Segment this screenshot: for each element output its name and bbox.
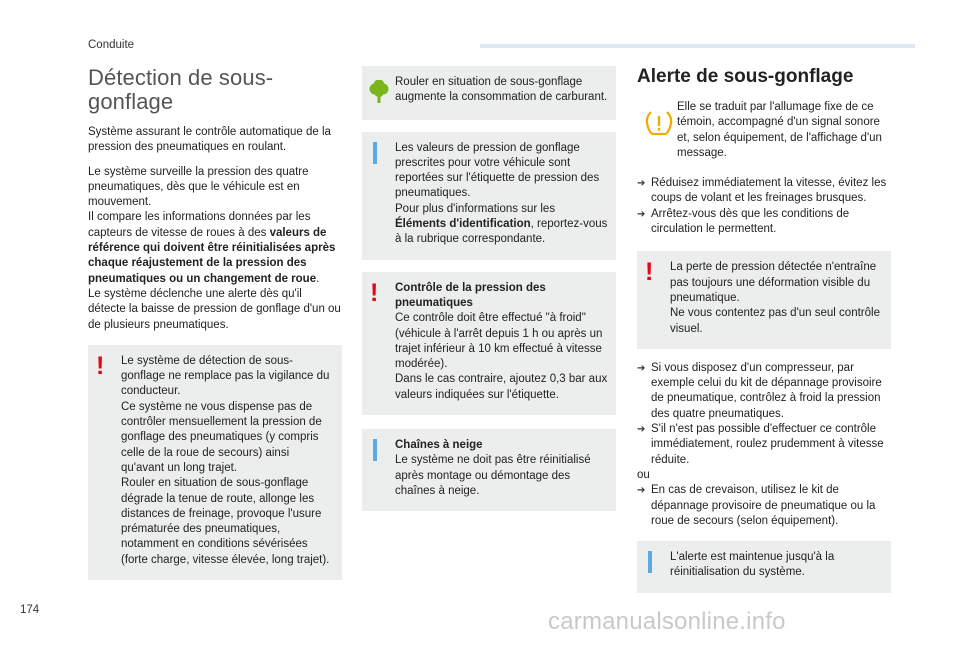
arrow-bullet-icon: ➔: [637, 485, 646, 497]
desc-line-3: Le système déclenche une alerte dès qu'il détecte la baisse de pression de gonflage d'un ou de plusieurs pneumatiques.: [88, 287, 341, 331]
info-line-2-a: Pour plus d'informations sur les: [395, 202, 556, 215]
eco-text: Rouler en situation de sous-gonflage augmente la consommation de carburant.: [395, 76, 608, 104]
watermark: carmanualsonline.info: [548, 608, 786, 635]
info-line-1: Les valeurs de pression de gonflage prescrites pour votre véhicule sont reportées sur l'étiquette de pression des pneumatiques.: [395, 141, 600, 200]
pressure-check-box: [362, 272, 616, 415]
snow-chains-title: Chaînes à neige: [395, 439, 483, 452]
pressure-loss-warning-box: [637, 251, 891, 348]
desc-dot: .: [316, 272, 320, 285]
pressure-loss-line-2: Ne vous contentez pas d'un seul contrôle visuel.: [670, 307, 880, 335]
section-label: Conduite: [88, 39, 135, 51]
info-line-2-c: , reportez-vous à la rubrique correspondante.: [395, 218, 608, 246]
warning-exclamation-icon: !: [96, 351, 105, 380]
pressure-loss-line-1: La perte de pression détectée n'entraîne pas toujours une déformation visible du pneumatique.: [670, 261, 877, 304]
info-icon: [373, 142, 377, 164]
bullet-item-1: ➔ Réduisez immédiatement la vitesse, évitez les coups de volant et les freinages brusques.: [637, 177, 887, 205]
info-icon: [373, 439, 377, 461]
bullet-item-3: ➔ Si vous disposez d'un compresseur, par exemple celui du kit de dépannage provisoire de pneumatique, contrôlez à froid la pression des quatre pneumatiques.: [637, 361, 882, 420]
column-1: [88, 66, 342, 580]
arrow-bullet-icon: ➔: [637, 424, 646, 436]
system-description: [88, 165, 342, 333]
bullet-item-4: ➔ S'il n'est pas possible d'effectuer ce contrôle immédiatement, roulez prudemment à vitesse réduite.: [637, 423, 884, 466]
page-number: 174: [20, 604, 40, 616]
alert-intro: [637, 100, 891, 161]
desc-line-2: Il compare les informations données par les capteurs de vitesse de roues à des: [88, 211, 311, 239]
warning-line-2: Ce système ne vous dispense pas de contrôler mensuellement la pression de gonflage des pneumatiques (y compris celle de la roue de secours) ainsi qu'avant un long trajet.: [121, 400, 322, 474]
info-box: [362, 132, 616, 260]
or-label: ou: [637, 468, 650, 481]
page-title: Détection de sous-gonflage: [88, 65, 274, 114]
column-2: [362, 66, 616, 511]
eco-box: [362, 66, 616, 120]
info-line-2-bold: Éléments d'identification: [395, 218, 531, 231]
tire-pressure-warning-icon: [645, 110, 673, 136]
intro-text: Système assurant le contrôle automatique de la pression des pneumatiques en roulant.: [88, 126, 331, 154]
info-icon: [648, 551, 652, 573]
alert-info-text: L'alerte est maintenue jusqu'à la réinitialisation du système.: [670, 551, 835, 579]
desc-bold-text: valeurs de référence qui doivent être réinitialisées après chaque réajustement de la pression des pneumatiques ou un changement de roue: [88, 226, 336, 285]
pressure-check-line-1: Ce contrôle doit être effectué "à froid" (véhicule à l'arrêt depuis 1 h ou après un trajet inférieur à 10 km effectué à vitesse modérée).: [395, 312, 603, 371]
warning-exclamation-icon: !: [370, 278, 379, 307]
warning-line-3: Rouler en situation de sous-gonflage dégrade la tenue de route, allonge les distances de freinage, provoque l'usure prématurée des pneumatiques, notamment en conditions sévérisées (forte charge, vitesse élevée, long trajet).: [121, 477, 330, 566]
arrow-bullet-icon: ➔: [637, 362, 646, 374]
warning-box: [88, 345, 342, 580]
bullet-item-5: ➔ En cas de crevaison, utilisez le kit de dépannage provisoire de pneumatique ou la roue de secours (selon équipement).: [637, 484, 876, 527]
section-title: Alerte de sous-gonflage: [637, 66, 854, 87]
alert-info-box: [637, 541, 891, 593]
bullet-item-2: ➔ Arrêtez-vous dès que les conditions de circulation le permettent.: [637, 207, 850, 236]
desc-line-1: Le système surveille la pression des quatre pneumatiques, dès que le véhicule est en mouvement.: [88, 165, 309, 209]
snow-chains-box: [362, 429, 616, 511]
warning-line-1: Le système de détection de sous-gonflage ne remplace pas la vigilance du conducteur.: [121, 354, 330, 398]
arrow-bullet-icon: ➔: [637, 178, 646, 190]
pressure-check-line-2: Dans le cas contraire, ajoutez 0,3 bar aux valeurs indiquées sur l'étiquette.: [395, 373, 608, 401]
pressure-check-title: Contrôle de la pression des pneumatiques: [395, 281, 546, 309]
info-line-2: [395, 202, 608, 248]
section-divider-bar: [480, 44, 915, 48]
arrow-bullet-icon: ➔: [637, 208, 646, 220]
column-3: [637, 66, 891, 593]
tree-icon: [369, 80, 389, 104]
snow-chains-text: Le système ne doit pas être réinitialisé après montage ou démontage des chaînes à neige.: [395, 454, 591, 497]
alert-intro-text: Elle se traduit par l'allumage fixe de ce témoin, accompagné d'un signal sonore et, selon équipement, de l'affichage d'un message.: [677, 101, 882, 159]
warning-exclamation-icon: !: [645, 258, 654, 287]
